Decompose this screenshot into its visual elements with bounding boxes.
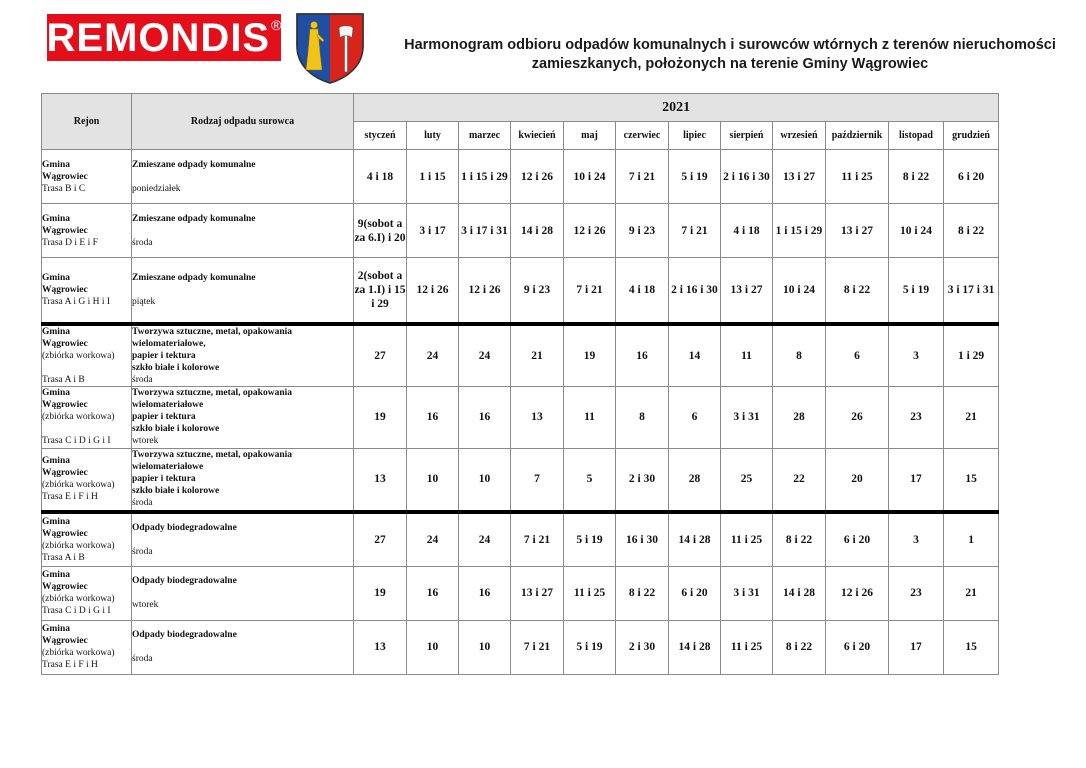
region-line: Wągrowiec <box>42 468 88 479</box>
collection-weekday: środa <box>132 654 153 664</box>
collection-date-cell: 3 <box>889 512 944 566</box>
collection-date-cell: 23 <box>889 386 944 448</box>
month-header-cell: grudzień <box>944 122 999 150</box>
collection-date-cell: 3 i 17 <box>407 204 459 258</box>
collection-date-cell: 28 <box>773 386 826 448</box>
region-line: Gmina <box>42 326 70 337</box>
month-header-cell: marzec <box>459 122 511 150</box>
region-cell <box>42 204 132 258</box>
collection-date-cell: 26 <box>826 386 889 448</box>
collection-date-cell: 2(sobot a za 1.I) i 15 i 29 <box>354 258 407 324</box>
collection-date-cell: 3 <box>889 324 944 387</box>
collection-date-cell: 16 <box>459 386 511 448</box>
month-header-cell: kwiecień <box>511 122 564 150</box>
region-line: (zbiórka workowa) <box>42 350 115 361</box>
collection-date-cell: 28 <box>669 448 721 512</box>
collection-date-cell: 15 <box>944 448 999 512</box>
region-line: Wągrowiec <box>42 582 88 592</box>
region-line: (zbiórka workowa) <box>42 412 115 422</box>
collection-date-cell: 21 <box>944 566 999 620</box>
collection-date-cell: 20 <box>826 448 889 512</box>
collection-date-cell: 24 <box>459 512 511 566</box>
region-line: Trasa B i C <box>42 183 86 194</box>
region-line: Gmina <box>42 516 70 527</box>
collection-date-cell: 19 <box>564 324 616 387</box>
collection-date-cell: 24 <box>459 324 511 387</box>
collection-date-cell: 27 <box>354 324 407 387</box>
collection-date-cell: 3 i 31 <box>721 566 773 620</box>
month-header-cell: wrzesień <box>773 122 826 150</box>
region-line: Trasa C i D i G i I <box>42 606 111 616</box>
collection-date-cell: 19 <box>354 386 407 448</box>
collection-date-cell: 21 <box>944 386 999 448</box>
collection-date-cell: 3 i 31 <box>721 386 773 448</box>
collection-date-cell: 1 <box>944 512 999 566</box>
collection-date-cell: 5 <box>564 448 616 512</box>
region-cell <box>42 566 132 620</box>
collection-date-cell: 5 i 19 <box>564 620 616 674</box>
region-line: Gmina <box>42 624 70 634</box>
region-line: Wągrowiec <box>42 225 88 236</box>
region-line: Gmina <box>42 456 70 467</box>
collection-date-cell: 12 i 26 <box>459 258 511 324</box>
region-line: Trasa C i D i G i I <box>42 436 111 446</box>
schedule-row <box>42 566 999 620</box>
collection-date-cell: 13 <box>354 620 407 674</box>
collection-date-cell: 6 i 20 <box>944 150 999 204</box>
collection-date-cell: 2 i 30 <box>616 448 669 512</box>
month-header-cell: sierpień <box>721 122 773 150</box>
month-header-cell: maj <box>564 122 616 150</box>
waste-type-cell <box>132 620 354 674</box>
region-line: Wągrowiec <box>42 528 88 539</box>
collection-date-cell: 16 <box>616 324 669 387</box>
collection-date-cell: 19 <box>354 566 407 620</box>
collection-date-cell: 7 i 21 <box>564 258 616 324</box>
collection-date-cell: 10 i 24 <box>889 204 944 258</box>
collection-date-cell: 17 <box>889 620 944 674</box>
collection-date-cell: 4 i 18 <box>616 258 669 324</box>
region-cell <box>42 512 132 566</box>
month-header-cell: czerwiec <box>616 122 669 150</box>
waste-type-label: szkło białe i kolorowe <box>132 424 220 434</box>
collection-date-cell: 6 <box>669 386 721 448</box>
waste-type-cell <box>132 512 354 566</box>
region-line: Gmina <box>42 388 70 398</box>
region-line: Trasa A i B <box>42 552 85 563</box>
collection-date-cell: 23 <box>889 566 944 620</box>
month-header-cell: styczeń <box>354 122 407 150</box>
region-line: Wągrowiec <box>42 636 88 646</box>
region-line: Gmina <box>42 213 70 224</box>
region-line: Gmina <box>42 272 70 283</box>
region-line: Trasa A i G i H i I <box>42 296 111 307</box>
collection-date-cell: 13 i 27 <box>773 150 826 204</box>
collection-date-cell: 7 i 21 <box>511 512 564 566</box>
header-waste-type: Rodzaj odpadu surowca <box>132 94 354 150</box>
collection-date-cell: 24 <box>407 324 459 387</box>
collection-date-cell: 13 <box>511 386 564 448</box>
collection-date-cell: 11 i 25 <box>721 620 773 674</box>
collection-date-cell: 10 <box>459 620 511 674</box>
collection-date-cell: 8 i 22 <box>773 620 826 674</box>
schedule-row <box>42 386 999 448</box>
collection-date-cell: 7 <box>511 448 564 512</box>
collection-date-cell: 8 i 22 <box>944 204 999 258</box>
collection-date-cell: 9(sobot a za 6.I) i 20 <box>354 204 407 258</box>
collection-date-cell: 8 i 22 <box>773 512 826 566</box>
collection-date-cell: 16 <box>407 386 459 448</box>
region-line: Trasa E i F i H <box>42 660 98 670</box>
collection-date-cell: 2 i 30 <box>616 620 669 674</box>
collection-date-cell: 3 i 17 i 31 <box>944 258 999 324</box>
region-line: Wągrowiec <box>42 338 88 349</box>
collection-date-cell: 17 <box>889 448 944 512</box>
collection-date-cell: 1 i 15 i 29 <box>773 204 826 258</box>
region-line: Trasa E i F i H <box>42 492 98 503</box>
region-cell <box>42 386 132 448</box>
month-header-cell: listopad <box>889 122 944 150</box>
collection-date-cell: 8 i 22 <box>889 150 944 204</box>
region-cell <box>42 620 132 674</box>
collection-date-cell: 6 i 20 <box>826 620 889 674</box>
collection-date-cell: 16 i 30 <box>616 512 669 566</box>
collection-date-cell: 16 <box>407 566 459 620</box>
region-line: Gmina <box>42 159 70 170</box>
waste-type-label: Zmieszane odpady komunalne <box>132 159 256 170</box>
collection-date-cell: 2 i 16 i 30 <box>721 150 773 204</box>
month-header-cell: październik <box>826 122 889 150</box>
waste-type-label: Zmieszane odpady komunalne <box>132 272 256 283</box>
waste-type-cell <box>132 566 354 620</box>
collection-date-cell: 13 i 27 <box>826 204 889 258</box>
collection-date-cell: 16 <box>459 566 511 620</box>
collection-date-cell: 13 i 27 <box>511 566 564 620</box>
waste-type-cell <box>132 448 354 512</box>
collection-date-cell: 11 <box>564 386 616 448</box>
collection-date-cell: 11 i 25 <box>826 150 889 204</box>
collection-date-cell: 12 i 26 <box>407 258 459 324</box>
waste-type-label: Zmieszane odpady komunalne <box>132 213 256 224</box>
schedule-row <box>42 620 999 674</box>
region-line: Gmina <box>42 570 70 580</box>
waste-type-label: Odpady biodegradowalne <box>132 576 237 586</box>
collection-date-cell: 10 i 24 <box>564 150 616 204</box>
collection-date-cell: 12 i 26 <box>826 566 889 620</box>
region-line: (zbiórka workowa) <box>42 540 115 551</box>
waste-type-cell <box>132 150 354 204</box>
region-cell <box>42 150 132 204</box>
collection-date-cell: 4 i 18 <box>354 150 407 204</box>
collection-date-cell: 14 i 28 <box>773 566 826 620</box>
collection-date-cell: 7 i 21 <box>669 204 721 258</box>
collection-date-cell: 10 <box>459 448 511 512</box>
collection-date-cell: 11 i 25 <box>564 566 616 620</box>
collection-date-cell: 9 i 23 <box>511 258 564 324</box>
waste-type-label: Odpady biodegradowalne <box>132 630 237 640</box>
collection-date-cell: 4 i 18 <box>721 204 773 258</box>
waste-type-label: papier i tektura <box>132 412 196 422</box>
collection-date-cell: 3 i 17 i 31 <box>459 204 511 258</box>
region-line: (zbiórka workowa) <box>42 648 115 658</box>
collection-date-cell: 14 <box>669 324 721 387</box>
collection-date-cell: 8 <box>773 324 826 387</box>
collection-date-cell: 7 i 21 <box>616 150 669 204</box>
schedule-row <box>42 150 999 204</box>
waste-type-label: szkło białe i kolorowe <box>132 486 220 497</box>
collection-date-cell: 6 <box>826 324 889 387</box>
collection-date-cell: 12 i 26 <box>511 150 564 204</box>
region-line: (zbiórka workowa) <box>42 594 115 604</box>
collection-date-cell: 8 i 22 <box>616 566 669 620</box>
region-line <box>42 423 131 435</box>
collection-date-cell: 8 i 22 <box>826 258 889 324</box>
collection-date-cell: 10 <box>407 620 459 674</box>
remondis-logo <box>47 14 281 61</box>
logo-registered-mark: ® <box>271 16 282 33</box>
region-cell <box>42 448 132 512</box>
region-line: Wągrowiec <box>42 284 88 295</box>
collection-date-cell: 14 i 28 <box>669 620 721 674</box>
region-cell <box>42 258 132 324</box>
schedule-row <box>42 204 999 258</box>
collection-weekday: środa <box>132 498 153 509</box>
collection-date-cell: 21 <box>511 324 564 387</box>
header-year: 2021 <box>354 94 999 122</box>
collection-date-cell: 22 <box>773 448 826 512</box>
collection-date-cell: 13 i 27 <box>721 258 773 324</box>
header-region: Rejon <box>42 94 132 150</box>
waste-type-label: Tworzywa sztuczne, metal, opakowania wielomateriałowe <box>132 450 292 473</box>
document-title: Harmonogram odbioru odpadów komunalnych i surowców wtórnych z terenów nieruchomości zamieszkanych, położonych na terenie Gminy Wągrowiec <box>404 37 1056 72</box>
collection-date-cell: 8 <box>616 386 669 448</box>
schedule-row <box>42 324 999 387</box>
waste-type-cell <box>132 386 354 448</box>
collection-weekday: poniedziałek <box>132 183 181 194</box>
waste-type-cell <box>132 258 354 324</box>
month-header-cell: luty <box>407 122 459 150</box>
schedule-row <box>42 512 999 566</box>
schedule-body <box>42 150 999 675</box>
region-cell <box>42 324 132 387</box>
region-line: Trasa A i B <box>42 374 85 385</box>
schedule-row <box>42 258 999 324</box>
collection-date-cell: 2 i 16 i 30 <box>669 258 721 324</box>
collection-date-cell: 9 i 23 <box>616 204 669 258</box>
collection-date-cell: 27 <box>354 512 407 566</box>
region-line: Wągrowiec <box>42 400 88 410</box>
collection-date-cell: 11 <box>721 324 773 387</box>
collection-weekday: środa <box>132 546 153 557</box>
collection-date-cell: 25 <box>721 448 773 512</box>
collection-date-cell: 6 i 20 <box>826 512 889 566</box>
collection-date-cell: 1 i 29 <box>944 324 999 387</box>
waste-type-label: papier i tektura <box>132 350 196 361</box>
collection-date-cell: 14 i 28 <box>669 512 721 566</box>
collection-date-cell: 7 i 21 <box>511 620 564 674</box>
collection-date-cell: 5 i 19 <box>669 150 721 204</box>
collection-date-cell: 12 i 26 <box>564 204 616 258</box>
collection-date-cell: 5 i 19 <box>564 512 616 566</box>
collection-weekday: wtorek <box>132 600 159 610</box>
region-line <box>42 362 131 374</box>
logo-text: REMONDIS <box>46 15 271 60</box>
collection-date-cell: 1 i 15 <box>407 150 459 204</box>
collection-weekday: środa <box>132 374 153 385</box>
collection-date-cell: 13 <box>354 448 407 512</box>
collection-date-cell: 10 <box>407 448 459 512</box>
collection-date-cell: 15 <box>944 620 999 674</box>
collection-schedule-table <box>41 93 999 675</box>
waste-type-label: Odpady biodegradowalne <box>132 522 237 533</box>
waste-type-label: Tworzywa sztuczne, metal, opakowania wielomateriałowe, <box>132 326 292 349</box>
collection-date-cell: 11 i 25 <box>721 512 773 566</box>
region-line: (zbiórka workowa) <box>42 480 115 491</box>
collection-date-cell: 24 <box>407 512 459 566</box>
waste-type-cell <box>132 204 354 258</box>
collection-date-cell: 6 i 20 <box>669 566 721 620</box>
region-line: Trasa D i E i F <box>42 237 98 248</box>
region-line: Wągrowiec <box>42 171 88 182</box>
waste-type-cell <box>132 324 354 387</box>
collection-weekday: piątek <box>132 296 156 307</box>
schedule-row <box>42 448 999 512</box>
collection-weekday: środa <box>132 237 153 248</box>
waste-type-label: szkło białe i kolorowe <box>132 362 220 373</box>
collection-date-cell: 10 i 24 <box>773 258 826 324</box>
month-header-cell: lipiec <box>669 122 721 150</box>
collection-date-cell: 1 i 15 i 29 <box>459 150 511 204</box>
coat-of-arms-icon <box>295 12 365 84</box>
collection-date-cell: 5 i 19 <box>889 258 944 324</box>
waste-type-label: Tworzywa sztuczne, metal, opakowania wielomateriałowe <box>132 388 292 410</box>
collection-weekday: wtorek <box>132 436 159 446</box>
waste-type-label: papier i tektura <box>132 474 196 485</box>
collection-date-cell: 14 i 28 <box>511 204 564 258</box>
